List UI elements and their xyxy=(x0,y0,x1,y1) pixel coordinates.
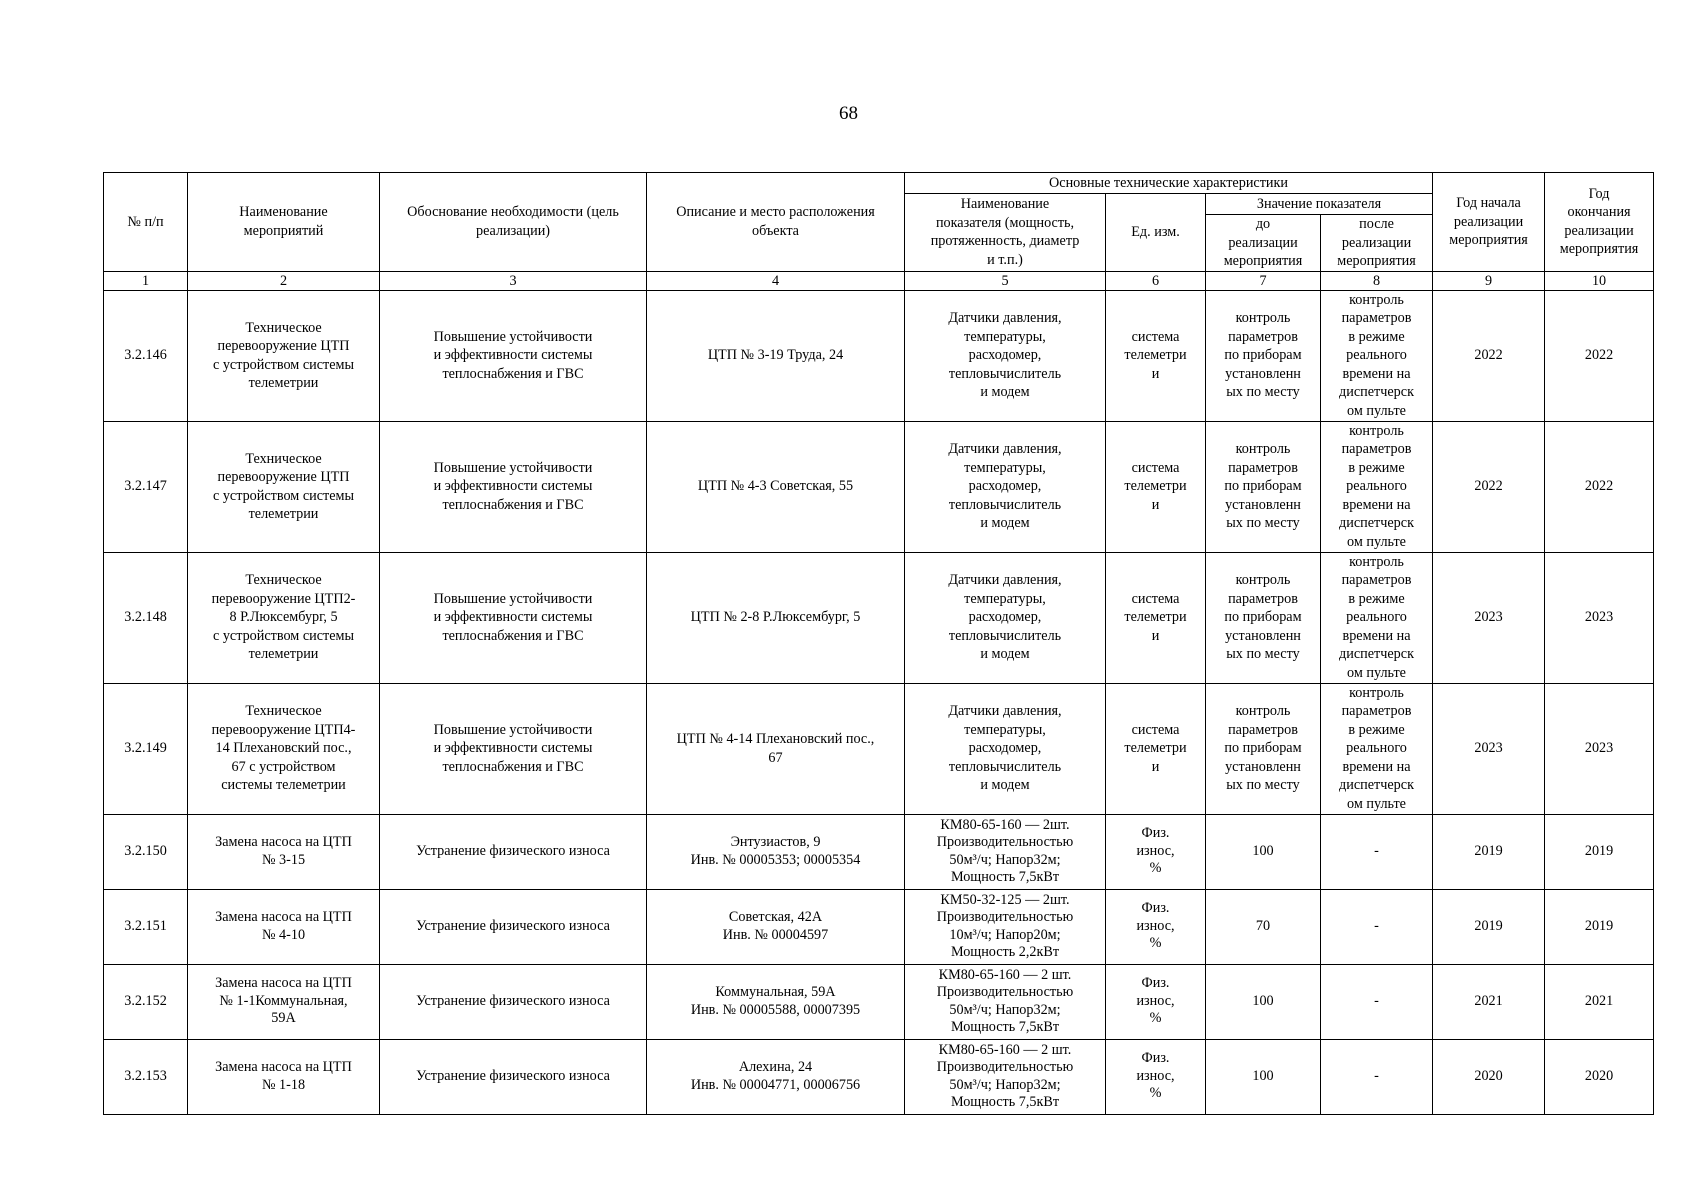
cell-before: 70 xyxy=(1206,889,1321,964)
cell-description: Коммунальная, 59А Инв. № 00005588, 00007395 xyxy=(647,964,905,1039)
cell-reason: Устранение физического износа xyxy=(380,814,647,889)
column-number-row xyxy=(104,271,1654,290)
cell-num: 3.2.152 xyxy=(104,964,188,1039)
cell-after: - xyxy=(1321,964,1433,1039)
header-after: после реализации мероприятия xyxy=(1321,215,1433,272)
cell-unit: система телеметри и xyxy=(1106,290,1206,421)
cell-start-year: 2023 xyxy=(1433,552,1545,683)
header-name: Наименование мероприятий xyxy=(188,173,380,272)
cell-description: Энтузиастов, 9 Инв. № 00005353; 00005354 xyxy=(647,814,905,889)
cell-reason: Устранение физического износа xyxy=(380,1039,647,1114)
header-tech-group: Основные технические характеристики xyxy=(905,173,1433,194)
cell-end-year: 2023 xyxy=(1545,683,1654,814)
table-header xyxy=(104,173,1654,291)
cell-after: контроль параметров в режиме реального времени на диспетчерск ом пульте xyxy=(1321,421,1433,552)
cell-name: Техническое перевооружение ЦТП4- 14 Плехановский пос., 67 с устройством системы телеметрии xyxy=(188,683,380,814)
cell-name: Техническое перевооружение ЦТП2- 8 Р.Люксембург, 5 с устройством системы телеметрии xyxy=(188,552,380,683)
cell-after: - xyxy=(1321,1039,1433,1114)
cell-indicator: КМ80-65-160 — 2 шт. Производительностью 50м³/ч; Напор32м; Мощность 7,5кВт xyxy=(905,1039,1106,1114)
table-row xyxy=(104,964,1654,1039)
cell-before: контроль параметров по приборам установленн ых по месту xyxy=(1206,683,1321,814)
cell-description: ЦТП № 4-14 Плехановский пос., 67 xyxy=(647,683,905,814)
cell-after: контроль параметров в режиме реального времени на диспетчерск ом пульте xyxy=(1321,290,1433,421)
table-body xyxy=(104,290,1654,1114)
header-unit: Ед. изм. xyxy=(1106,194,1206,272)
cell-indicator: Датчики давления, температуры, расходомер, тепловычислитель и модем xyxy=(905,290,1106,421)
cell-num: 3.2.146 xyxy=(104,290,188,421)
column-number: 3 xyxy=(380,271,647,290)
cell-num: 3.2.153 xyxy=(104,1039,188,1114)
cell-name: Техническое перевооружение ЦТП с устройством системы телеметрии xyxy=(188,290,380,421)
cell-end-year: 2019 xyxy=(1545,814,1654,889)
cell-before: 100 xyxy=(1206,814,1321,889)
cell-after: - xyxy=(1321,814,1433,889)
cell-before: контроль параметров по приборам установленн ых по месту xyxy=(1206,290,1321,421)
cell-unit: система телеметри и xyxy=(1106,552,1206,683)
table-row xyxy=(104,552,1654,683)
cell-end-year: 2019 xyxy=(1545,889,1654,964)
header-end-year: Год окончания реализации мероприятия xyxy=(1545,173,1654,272)
cell-end-year: 2021 xyxy=(1545,964,1654,1039)
header-num: № п/п xyxy=(104,173,188,272)
cell-reason: Повышение устойчивости и эффективности системы теплоснабжения и ГВС xyxy=(380,552,647,683)
measures-table xyxy=(103,172,1654,1115)
cell-unit: Физ. износ, % xyxy=(1106,814,1206,889)
column-number: 2 xyxy=(188,271,380,290)
cell-num: 3.2.150 xyxy=(104,814,188,889)
cell-num: 3.2.149 xyxy=(104,683,188,814)
cell-description: ЦТП № 3-19 Труда, 24 xyxy=(647,290,905,421)
cell-unit: Физ. износ, % xyxy=(1106,1039,1206,1114)
cell-after: контроль параметров в режиме реального времени на диспетчерск ом пульте xyxy=(1321,552,1433,683)
column-number: 5 xyxy=(905,271,1106,290)
cell-end-year: 2022 xyxy=(1545,290,1654,421)
cell-after: контроль параметров в режиме реального времени на диспетчерск ом пульте xyxy=(1321,683,1433,814)
header-start-year: Год начала реализации мероприятия xyxy=(1433,173,1545,272)
cell-start-year: 2019 xyxy=(1433,814,1545,889)
cell-description: Советская, 42А Инв. № 00004597 xyxy=(647,889,905,964)
column-number: 7 xyxy=(1206,271,1321,290)
cell-start-year: 2022 xyxy=(1433,421,1545,552)
cell-start-year: 2019 xyxy=(1433,889,1545,964)
cell-indicator: КМ80-65-160 — 2 шт. Производительностью 50м³/ч; Напор32м; Мощность 7,5кВт xyxy=(905,964,1106,1039)
cell-before: 100 xyxy=(1206,1039,1321,1114)
column-number: 9 xyxy=(1433,271,1545,290)
cell-reason: Повышение устойчивости и эффективности системы теплоснабжения и ГВС xyxy=(380,421,647,552)
cell-reason: Повышение устойчивости и эффективности системы теплоснабжения и ГВС xyxy=(380,290,647,421)
cell-unit: система телеметри и xyxy=(1106,421,1206,552)
table-row xyxy=(104,814,1654,889)
header-reason: Обоснование необходимости (цель реализации) xyxy=(380,173,647,272)
cell-after: - xyxy=(1321,889,1433,964)
cell-name: Замена насоса на ЦТП № 1-18 xyxy=(188,1039,380,1114)
table-row xyxy=(104,889,1654,964)
cell-name: Замена насоса на ЦТП № 3-15 xyxy=(188,814,380,889)
column-number: 8 xyxy=(1321,271,1433,290)
column-number: 6 xyxy=(1106,271,1206,290)
header-before: до реализации мероприятия xyxy=(1206,215,1321,272)
cell-name: Техническое перевооружение ЦТП с устройством системы телеметрии xyxy=(188,421,380,552)
cell-before: контроль параметров по приборам установленн ых по месту xyxy=(1206,552,1321,683)
cell-reason: Устранение физического износа xyxy=(380,964,647,1039)
cell-unit: система телеметри и xyxy=(1106,683,1206,814)
cell-description: ЦТП № 2-8 Р.Люксембург, 5 xyxy=(647,552,905,683)
cell-start-year: 2021 xyxy=(1433,964,1545,1039)
cell-indicator: КМ80-65-160 — 2шт. Производительностью 50м³/ч; Напор32м; Мощность 7,5кВт xyxy=(905,814,1106,889)
cell-reason: Повышение устойчивости и эффективности системы теплоснабжения и ГВС xyxy=(380,683,647,814)
cell-start-year: 2020 xyxy=(1433,1039,1545,1114)
cell-num: 3.2.147 xyxy=(104,421,188,552)
header-value-group: Значение показателя xyxy=(1206,194,1433,215)
column-number: 1 xyxy=(104,271,188,290)
cell-start-year: 2022 xyxy=(1433,290,1545,421)
cell-indicator: КМ50-32-125 — 2шт. Производительностью 10м³/ч; Напор20м; Мощность 2,2кВт xyxy=(905,889,1106,964)
cell-end-year: 2022 xyxy=(1545,421,1654,552)
cell-description: Алехина, 24 Инв. № 00004771, 00006756 xyxy=(647,1039,905,1114)
cell-before: 100 xyxy=(1206,964,1321,1039)
cell-unit: Физ. износ, % xyxy=(1106,964,1206,1039)
page-number: 68 xyxy=(839,103,858,124)
cell-num: 3.2.148 xyxy=(104,552,188,683)
cell-name: Замена насоса на ЦТП № 4-10 xyxy=(188,889,380,964)
header-description: Описание и место расположения объекта xyxy=(647,173,905,272)
cell-name: Замена насоса на ЦТП № 1-1Коммунальная, 59А xyxy=(188,964,380,1039)
cell-end-year: 2020 xyxy=(1545,1039,1654,1114)
column-number: 10 xyxy=(1545,271,1654,290)
cell-description: ЦТП № 4-3 Советская, 55 xyxy=(647,421,905,552)
table-row xyxy=(104,421,1654,552)
cell-indicator: Датчики давления, температуры, расходомер, тепловычислитель и модем xyxy=(905,552,1106,683)
table-row xyxy=(104,1039,1654,1114)
cell-reason: Устранение физического износа xyxy=(380,889,647,964)
header-indicator: Наименование показателя (мощность, протяженность, диаметр и т.п.) xyxy=(905,194,1106,272)
cell-indicator: Датчики давления, температуры, расходомер, тепловычислитель и модем xyxy=(905,421,1106,552)
cell-start-year: 2023 xyxy=(1433,683,1545,814)
column-number: 4 xyxy=(647,271,905,290)
cell-unit: Физ. износ, % xyxy=(1106,889,1206,964)
cell-indicator: Датчики давления, температуры, расходомер, тепловычислитель и модем xyxy=(905,683,1106,814)
cell-before: контроль параметров по приборам установленн ых по месту xyxy=(1206,421,1321,552)
table-row xyxy=(104,683,1654,814)
table-row xyxy=(104,290,1654,421)
cell-num: 3.2.151 xyxy=(104,889,188,964)
cell-end-year: 2023 xyxy=(1545,552,1654,683)
